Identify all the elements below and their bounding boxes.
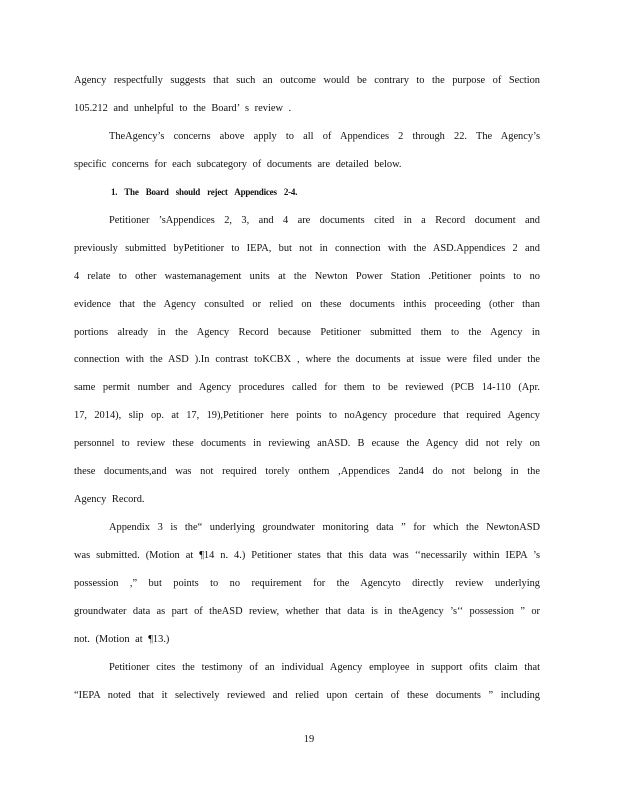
text-line: 105.212 and unhelpful to the Board’ s review .	[74, 103, 292, 114]
text-line: 4 relate to other wastemanagement units at the Newton Power Station .Petitioner points to no	[74, 271, 540, 282]
text-line: same permit number and Agency procedures called for them to be reviewed (PCB 14-110 (Apr.	[74, 382, 540, 393]
text-line: Petitioner cites the testimony of an individual Agency employee in support ofits claim that	[109, 662, 540, 673]
text-line: personnel to review these documents in reviewing anASD. B ecause the Agency did not rely on	[74, 438, 540, 449]
text-line: connection with the ASD ).In contrast toKCBX , where the documents at issue were filed under the	[74, 354, 540, 365]
text-line: possession ,” but points to no requirement for the Agencyto directly review underlying	[74, 578, 540, 589]
text-line: not. (Motion at ¶13.)	[74, 634, 170, 645]
text-line: TheAgency’s concerns above apply to all of Appendices 2 through 22. The Agency’s	[109, 131, 540, 142]
text-line: specific concerns for each subcategory of documents are detailed below.	[74, 159, 402, 170]
text-line: groundwater data as part of theASD review, whether that data is in theAgency ’s‘‘ possession ” or	[74, 606, 540, 617]
text-line: portions already in the Agency Record because Petitioner submitted them to the Agency in	[74, 327, 540, 338]
section-heading: 1. The Board should reject Appendices 2-4.	[111, 187, 298, 197]
text-line: previously submitted byPetitioner to IEPA, but not in connection with the ASD.Appendices 2 and	[74, 243, 540, 254]
text-line: was submitted. (Motion at ¶14 n. 4.) Petitioner states that this data was ‘‘necessarily within IEPA ’s	[74, 550, 540, 561]
text-line: Appendix 3 is the“ underlying groundwater monitoring data ” for which the NewtonASD	[109, 522, 540, 533]
text-line: 17, 2014), slip op. at 17, 19),Petitioner here points to noAgency procedure that required Agency	[74, 410, 540, 421]
text-line: Agency Record.	[74, 494, 145, 505]
text-line: “IEPA noted that it selectively reviewed and relied upon certain of these documents ” including	[74, 690, 540, 701]
text-line: Petitioner ’sAppendices 2, 3, and 4 are documents cited in a Record document and	[109, 215, 540, 226]
text-line: evidence that the Agency consulted or relied on these documents inthis proceeding (other than	[74, 299, 540, 310]
text-line: these documents,and was not required torely onthem ,Appendices 2and4 do not belong in the	[74, 466, 540, 477]
page-number: 19	[303, 734, 315, 745]
text-line: Agency respectfully suggests that such an outcome would be contrary to the purpose of Section	[74, 75, 540, 86]
